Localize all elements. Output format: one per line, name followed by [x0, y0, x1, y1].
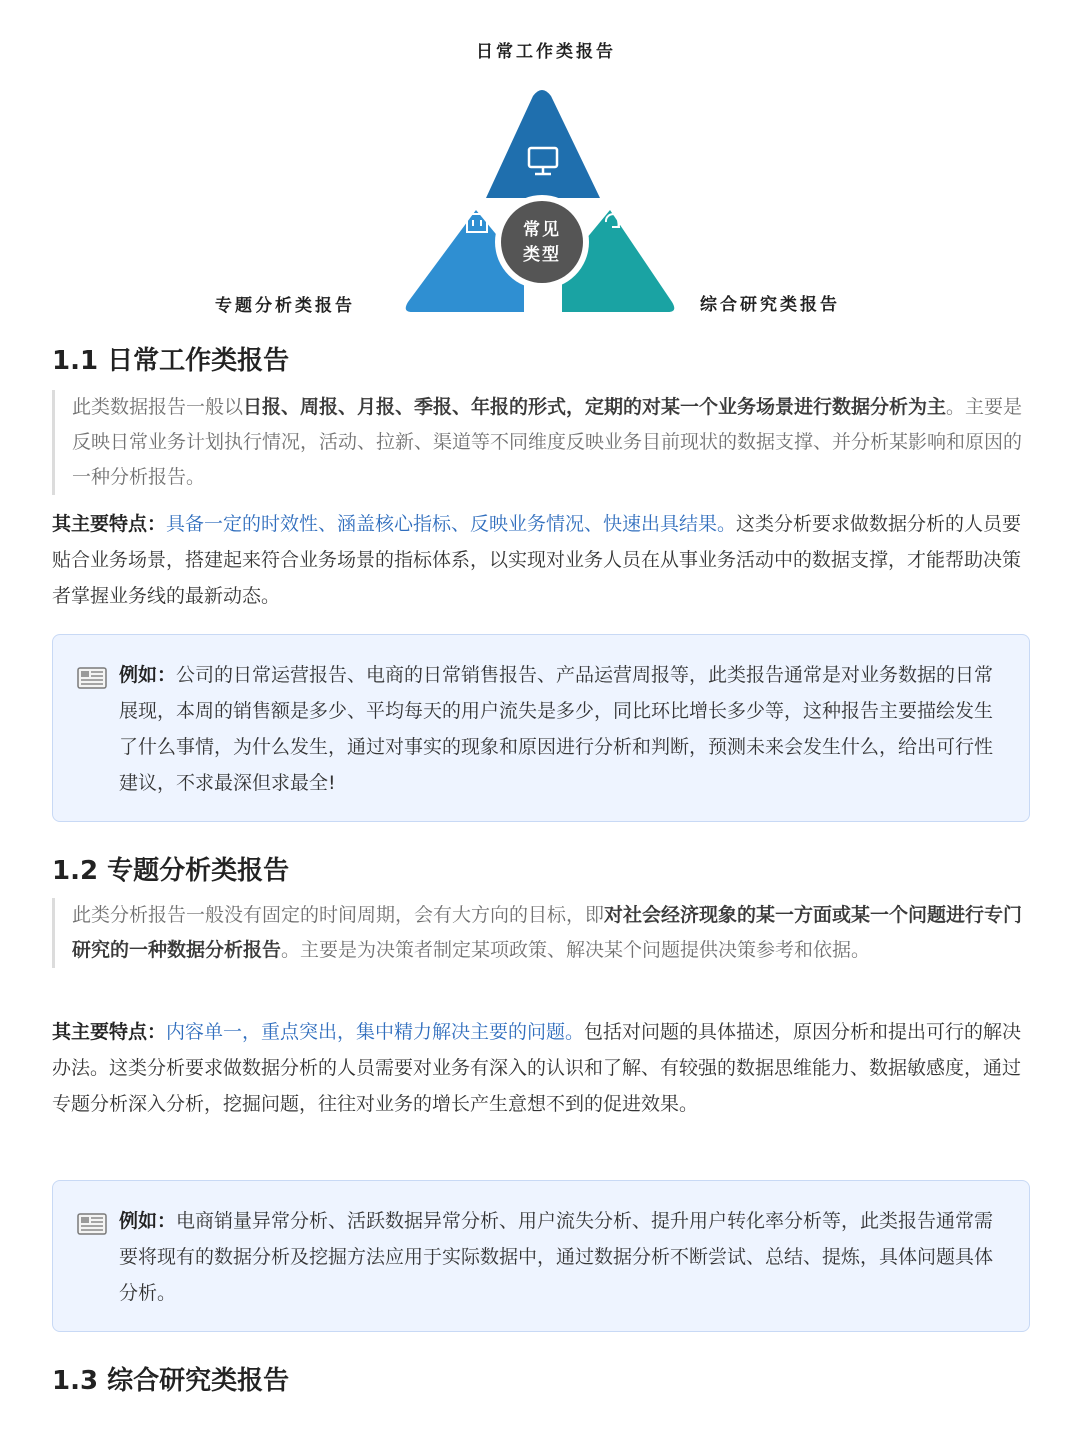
center-label — [504, 218, 580, 268]
section-heading-comprehensive: 1.3 综合研究类报告 — [52, 1366, 290, 1396]
label-daily-report: 日常工作类报告 — [476, 42, 616, 62]
example-box-topic — [52, 1180, 1030, 1332]
triangle-diagram-svg — [0, 0, 1080, 330]
center-label-line1: 常见 — [523, 220, 561, 240]
example-box-daily — [52, 634, 1030, 822]
quote-text-rest: 。主要是为决策者制定某项政策、解决某个问题提供决策参考和依据。 — [281, 939, 871, 961]
segment-daily-report — [486, 90, 600, 198]
quote-text: 此类分析报告一般没有固定的时间周期，会有大方向的目标，即 — [72, 904, 605, 926]
section-heading-daily: 1.1 日常工作类报告 — [52, 346, 290, 376]
label-topic-report: 专题分析类报告 — [215, 296, 355, 316]
quote-text: 此类数据报告一般以 — [72, 396, 244, 418]
section-daily-features — [52, 506, 1030, 614]
quote-bold-text: 日报、周报、月报、季报、年报的形式，定期的对某一个业务场景进行数据分析为主 — [243, 396, 947, 418]
feature-text: 包括对问题的具体描述，原因分析和提出可行的解决办法。这类分析要求做数据分析的人员需要对业务有深入的认识和了解、有较强的数据思维能力、数据敏感度，通过专题分析深入分析，挖掘问题，往往对业务的增长产生意想不到的促进效果。 — [52, 1021, 1022, 1115]
feature-label: 其主要特点： — [52, 1021, 167, 1043]
section-topic-features — [52, 1014, 1030, 1122]
newspaper-icon — [77, 667, 107, 689]
report-types-diagram — [0, 0, 1080, 330]
feature-highlight: 内容单一，重点突出，集中精力解决主要的问题。 — [166, 1021, 585, 1043]
example-label: 例如： — [119, 664, 177, 686]
feature-highlight: 具备一定的时效性、涵盖核心指标、反映业务情况、快速出具结果。 — [166, 513, 737, 535]
section-heading-topic: 1.2 专题分析类报告 — [52, 856, 290, 886]
example-label: 例如： — [119, 1210, 177, 1232]
quote-text-rest: 。主要是反映日常业务计划执行情况，活动、拉新、渠道等不同维度反映业务目前现状的数据支撑、并分析某影响和原因的一种分析报告。 — [72, 396, 1023, 488]
section-daily-quote — [52, 390, 1030, 495]
example-text: 公司的日常运营报告、电商的日常销售报告、产品运营周报等，此类报告通常是对业务数据的日常展现，本周的销售额是多少、平均每天的用户流失是多少，同比环比增长多少等，这种报告主要描绘发生了什么事情，为什么发生，通过对事实的现象和原因进行分析和判断，预测未来会发生什么，给出可行性建议，不求最深但求最全! — [119, 664, 994, 794]
feature-label: 其主要特点： — [52, 513, 167, 535]
example-text: 电商销量异常分析、活跃数据异常分析、用户流失分析、提升用户转化率分析等，此类报告通常需要将现有的数据分析及挖掘方法应用于实际数据中，通过数据分析不断尝试、总结、提炼，具体问题具体分析。 — [119, 1210, 994, 1304]
label-comprehensive-report: 综合研究类报告 — [700, 295, 840, 315]
feature-text: 这类分析要求做数据分析的人员要贴合业务场景，搭建起来符合业务场景的指标体系，以实现对业务人员在从事业务活动中的数据支撑，才能帮助决策者掌握业务线的最新动态。 — [52, 513, 1022, 607]
newspaper-icon — [77, 1213, 107, 1235]
center-label-line2: 类型 — [523, 245, 561, 265]
quote-bold-text: 对社会经济现象的某一方面或某一个问题进行专门研究的一种数据分析报告 — [72, 904, 1023, 961]
section-topic-quote — [52, 898, 1030, 968]
